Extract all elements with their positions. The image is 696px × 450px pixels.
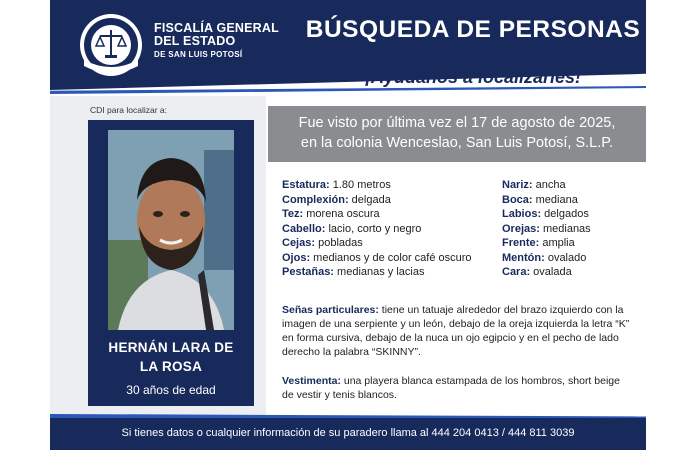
feature-value: ovalado bbox=[544, 251, 587, 264]
page-title: BÚSQUEDA DE PERSONAS bbox=[305, 16, 641, 43]
feature-row bbox=[502, 178, 591, 193]
feature-row bbox=[282, 251, 472, 266]
feature-value: pobladas bbox=[315, 237, 363, 249]
feature-label: Tez: bbox=[282, 208, 304, 220]
feature-label: Nariz: bbox=[502, 179, 533, 191]
feature-value: delgados bbox=[541, 208, 589, 220]
feature-label: Mentón: bbox=[502, 251, 545, 264]
agency-line-2: DEL ESTADO bbox=[154, 34, 236, 48]
feature-value: mediana bbox=[532, 193, 578, 206]
feature-value: medianas bbox=[539, 222, 591, 235]
person-photo bbox=[108, 130, 234, 330]
feature-value: ancha bbox=[532, 179, 566, 191]
feature-value: ovalada bbox=[530, 266, 572, 278]
feature-label: Boca: bbox=[502, 193, 533, 206]
feature-row bbox=[282, 178, 472, 193]
feature-value: lacio, corto y negro bbox=[325, 222, 422, 235]
person-name-line-1: HERNÁN LARA DE bbox=[108, 340, 234, 355]
clothing-label: Vestimenta: bbox=[282, 375, 341, 387]
feature-label: Cabello: bbox=[282, 222, 326, 235]
feature-value: 1.80 metros bbox=[329, 179, 391, 191]
feature-row bbox=[282, 265, 472, 280]
feature-label: Cara: bbox=[502, 266, 531, 278]
feature-row bbox=[502, 251, 591, 266]
feature-row bbox=[502, 207, 591, 222]
feature-value: delgada bbox=[348, 193, 391, 206]
clothing-text: una playera blanca estampada de los hombros, short beige de vestir y tenis blancos. bbox=[282, 375, 620, 401]
agency-line-3: DE SAN LUIS POTOSÍ bbox=[154, 50, 243, 59]
person-portrait-icon bbox=[108, 130, 234, 330]
feature-row bbox=[502, 193, 591, 208]
feature-label: Estatura: bbox=[282, 179, 330, 191]
person-age: 30 años de edad bbox=[126, 383, 216, 397]
page-subtitle: ¡Ayúdanos a localizarles! bbox=[364, 67, 582, 87]
feature-row bbox=[502, 236, 591, 251]
missing-person-poster bbox=[50, 0, 646, 450]
last-seen-line-1: Fue visto por última vez el 17 de agosto de 2025, bbox=[298, 115, 616, 131]
person-name bbox=[88, 338, 254, 376]
distinguishing-marks-label: Señas particulares: bbox=[282, 304, 379, 316]
feature-value: morena oscura bbox=[303, 208, 380, 220]
feature-row bbox=[282, 236, 472, 251]
state-seal-icon bbox=[78, 12, 144, 78]
feature-row bbox=[282, 193, 472, 208]
feature-value: medianas y lacias bbox=[333, 266, 425, 278]
feature-label: Ojos: bbox=[282, 251, 311, 264]
person-name-line-2: LA ROSA bbox=[139, 359, 203, 374]
feature-label: Cejas: bbox=[282, 237, 316, 249]
features-left bbox=[282, 178, 472, 280]
last-seen-text bbox=[268, 113, 646, 153]
last-seen-line-2: en la colonia Wenceslao, San Luis Potosí, S.L.P. bbox=[300, 135, 614, 151]
feature-row bbox=[502, 222, 591, 237]
feature-value: medianos y de color café oscuro bbox=[310, 251, 472, 264]
feature-label: Labios: bbox=[502, 208, 542, 220]
feature-label: Frente: bbox=[502, 237, 540, 249]
agency-name bbox=[154, 22, 279, 61]
feature-label: Pestañas: bbox=[282, 266, 334, 278]
distinguishing-marks-text: tiene un tatuaje alrededor del brazo izquierdo con la imagen de una serpiente y un león, debajo de la oreja izquierda la letra “K” en forma cursiva, debajo de la nuca un ojo egipcio y en el pecho de lado derecho la palabra “SKINNY”. bbox=[282, 304, 630, 358]
feature-row bbox=[282, 222, 472, 237]
feature-row bbox=[282, 207, 472, 222]
clothing bbox=[282, 374, 634, 402]
features-right bbox=[502, 178, 591, 280]
cdi-label: CDI para localizar a: bbox=[90, 105, 168, 115]
agency-line-1: FISCALÍA GENERAL bbox=[154, 21, 279, 35]
feature-value: amplia bbox=[539, 237, 575, 249]
feature-row bbox=[502, 265, 591, 280]
contact-info: Si tienes datos o cualquier información de su paradero llama al 444 204 0413 / 444 811 3039 bbox=[121, 427, 575, 439]
feature-label: Orejas: bbox=[502, 222, 540, 235]
feature-label: Complexión: bbox=[282, 193, 349, 206]
distinguishing-marks bbox=[282, 303, 634, 359]
